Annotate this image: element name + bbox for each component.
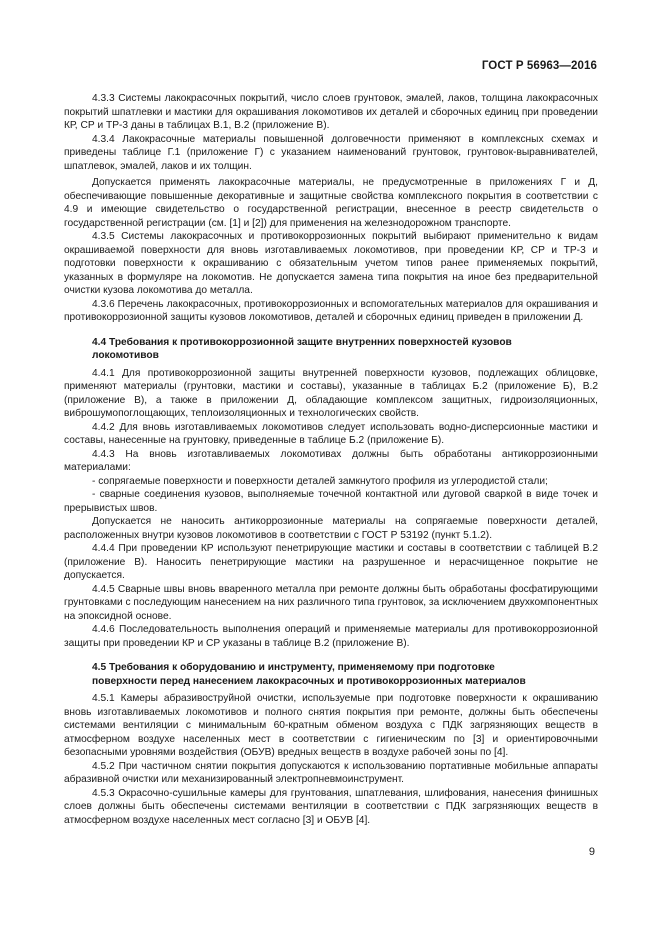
paragraph-4-3-6: 4.3.6 Перечень лакокрасочных, противокоррозионных и вспомогательных материалов для окрашивания и противокоррозионной защиты кузовов локомотивов, деталей и сборочных единиц приведен в приложении Д. [64, 298, 598, 323]
paragraph-4-3-4-note: Допускается применять лакокрасочные материалы, не предусмотренные в приложениях Г и Д, обеспечивающие повышенные декоративные и защитные свойства комплексного покрытия в соответствии с 4.9 и имеющие свидетельство о государственной регистрации, внесенное в реестр свидетельств о государственной регистрации (см. [1] и [2]) для применения на железнодорожном транспорте. [64, 177, 598, 229]
list-item-welded-joints: - сварные соединения кузовов, выполняемые точечной контактной или дуговой сваркой в виде точек и прерывистых швов. [64, 489, 598, 514]
section-heading-4-4 [64, 336, 598, 363]
section-heading-4-5-line1: 4.5 Требования к оборудованию и инструменту, применяемому при подготовке [92, 662, 495, 673]
list-item-mating-surfaces: - сопрягаемые поверхности и поверхности деталей замкнутого профиля из углеродистой стали; [92, 475, 548, 487]
page-number: 9 [588, 846, 595, 858]
paragraph-4-3-5: 4.3.5 Системы лакокрасочных и противокоррозионных покрытий выбирают применительно к видам окрашиваемой поверхности для вновь изготавливаемых локомотивов, при проведении КР, СР и ТР-3 и подготовки поверхности к окрашиванию с обязательным учетом типов ранее применяемых покрытий, указанных в формуляре на локомотив. Не допускается замена типа покрытия на иное без предварительной очистки кузова локомотива до металла. [64, 231, 598, 296]
paragraph-4-3-4: 4.3.4 Лакокрасочные материалы повышенной долговечности применяют в комплексных схемах и приведены таблице Г.1 (приложение Г) с указанием наименований грунтовок, грунтовок-выравнивателей, шпатлевок, эмалей, лаков и их толщин. [64, 133, 598, 172]
paragraph-4-5-2: 4.5.2 При частичном снятии покрытия допускаются к использованию портативные мобильные аппараты абразивной очистки или механизированный электропневмоинструмент. [64, 760, 598, 785]
section-heading-4-4-line1: 4.4 Требования к противокоррозионной защите внутренних поверхностей кузовов [92, 336, 512, 348]
paragraph-4-5-3: 4.5.3 Окрасочно-сушильные камеры для грунтования, шпатлевания, шлифования, нанесения финишных слоев должны быть обеспечены системами вентиляции в соответствии с ПДК загрязняющих веществ в атмосферном воздухе населенных мест согласно [3] и ОБУВ [4]. [64, 787, 598, 826]
section-heading-4-5 [64, 661, 598, 688]
section-heading-4-4-line2: локомотивов [92, 350, 159, 361]
paragraph-4-4-1: 4.4.1 Для противокоррозионной защиты внутренней поверхности кузовов, подлежащих облицовке, применяют материалы (грунтовки, мастики и составы), указанные в таблицах Б.2 (приложение Б), В.2 (приложение В), а также в приложении Д, обладающие комплексом защитных, гидроизоляционных, виброшумопоглощающих, теплоизоляционных и технологических свойств. [64, 367, 598, 419]
document-body [64, 92, 598, 827]
paragraph-4-3-3: 4.3.3 Системы лакокрасочных покрытий, число слоев грунтовок, эмалей, лаков, толщина лакокрасочных покрытий шпатлевки и мастики для окрашивания локомотивов их деталей и сборочных единиц при проведении КР, СР и ТР-3 даны в таблицах В.1, В.2 (приложение В). [64, 93, 598, 131]
paragraph-4-4-2: 4.4.2 Для вновь изготавливаемых локомотивов следует использовать водно-дисперсионные мастики и составы, нанесенные на грунтовку, приведенные в таблице Б.2 (приложение Б). [64, 421, 598, 446]
paragraph-4-4-3-note: Допускается не наносить антикоррозионные материалы на сопрягаемые поверхности деталей, расположенных внутри кузовов локомотивов в соответствии с ГОСТ Р 53192 (пункт 5.1.2). [64, 516, 598, 541]
paragraph-4-4-3: 4.4.3 На вновь изготавливаемых локомотивах должны быть обработаны антикоррозионными материалами: [64, 448, 598, 473]
document-code-header: ГОСТ Р 56963—2016 [481, 60, 597, 72]
paragraph-4-5-1: 4.5.1 Камеры абразивоструйной очистки, используемые при подготовке поверхности к окрашиванию вновь изготавливаемых локомотивов и полного снятия покрытия при ремонте, должны быть обеспечены системами вентиляции с минимальным 60-кратным обменом воздуха с ПДК загрязняющих веществ в атмосферном воздухе населенных мест в соответствии с гигиеническим по [3] и ориентировочными безопасными уровнями воздействия (ОБУВ) вредных веществ в воздухе рабочей зоны по [4]. [64, 693, 598, 758]
section-heading-4-5-line2: поверхности перед нанесением лакокрасочных и противокоррозионных материалов [92, 675, 526, 687]
paragraph-4-4-6: 4.4.6 Последовательность выполнения операций и применяемые материалы для противокоррозионной защиты при проведении КР и СР указаны в таблице В.2 (приложение В). [64, 624, 598, 649]
paragraph-4-4-4: 4.4.4 При проведении КР используют пенетрирующие мастики и составы в соответствии с таблицей В.2 (приложение В). Наносить пенетрирующие мастики на разрушенное и нерасчищенное покрытие не допускается. [64, 543, 598, 581]
paragraph-4-4-5: 4.4.5 Сварные швы вновь вваренного металла при ремонте должны быть обработаны фосфатирующими грунтовками с последующим нанесением на них различного типа грунтовок, за исключением двухкомпонентных на эпоксидной основе. [64, 583, 598, 622]
